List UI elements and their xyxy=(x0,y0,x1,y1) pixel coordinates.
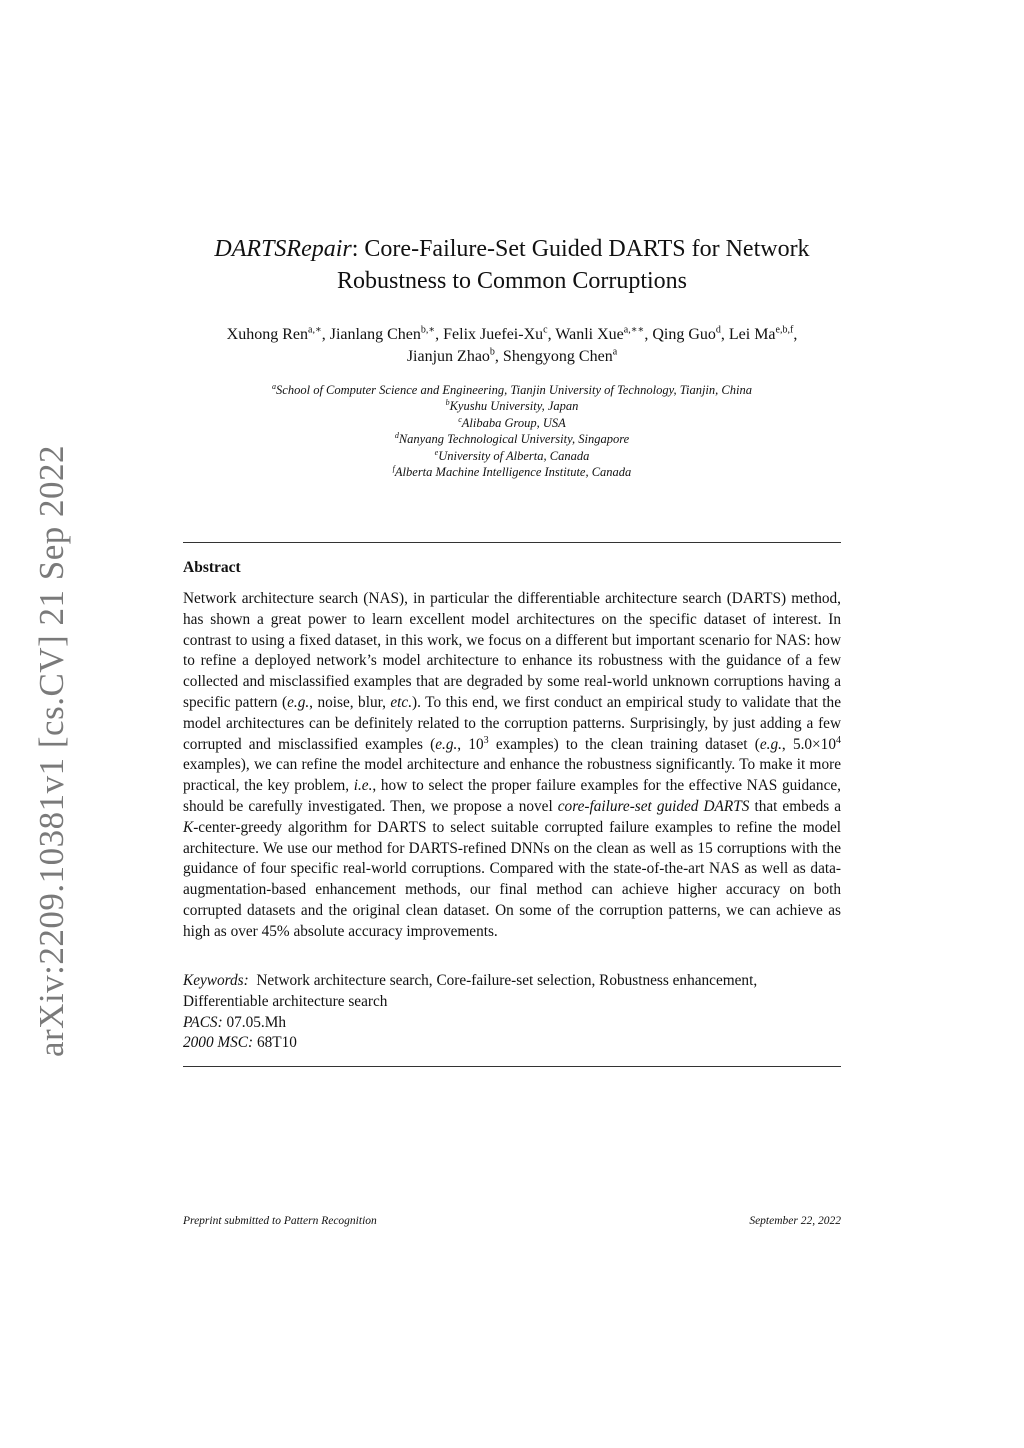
abstract-text: examples), we can refine the model architecture and enhance the robustness significantly. To make it more practical, the key problem, xyxy=(183,756,841,795)
footer-date: September 22, 2022 xyxy=(749,1215,841,1227)
affiliation-mark: c xyxy=(458,414,462,424)
affiliation-mark: b xyxy=(445,398,450,408)
title-line-2: Robustness to Common Corruptions xyxy=(336,268,688,294)
abstract-text: -center-greedy algorithm for DARTS to select suitable corrupted failure examples to refine the model architecture. We use our method for DARTS-refined DNNs on the clean as well as 15 corruptions with the guidance of four specific real-world corruptions. Compared with the state-of-the-art NAS as well as data-augmentation-based enhancement methods, our final method can achieve higher accuracy on both corrupted datasets and the original clean dataset. On some of the corruption patterns, we can achieve as high as over 45% absolute accuracy improvements. xyxy=(183,818,841,940)
author: Lei Ma xyxy=(728,326,776,343)
author: Wanli Xue xyxy=(555,326,624,343)
keywords-label: Keywords: xyxy=(183,972,249,989)
abstract-exponent: 4 xyxy=(835,734,841,746)
author: Felix Juefei-Xu xyxy=(443,326,544,343)
affiliation xyxy=(150,415,874,431)
author-list xyxy=(150,324,874,368)
affiliation xyxy=(150,382,874,398)
abstract-emphasis: i.e. xyxy=(353,777,373,795)
title-line-1 xyxy=(130,233,894,265)
affiliation xyxy=(150,398,874,414)
msc-value: 68T10 xyxy=(256,1034,297,1052)
page-footer xyxy=(183,1215,841,1227)
author-affil-mark: d xyxy=(715,324,721,336)
affiliation-text: Nanyang Technological University, Singapore xyxy=(398,432,630,447)
msc-line xyxy=(183,1033,841,1054)
abstract-bottom-rule xyxy=(183,1066,841,1067)
affiliation-list xyxy=(150,382,874,480)
affiliation xyxy=(150,431,874,447)
abstract-text: , noise, blur, xyxy=(309,693,391,711)
author-affil-mark: a,∗∗ xyxy=(623,324,645,336)
paper-title xyxy=(130,233,894,297)
affiliation-text: University of Alberta, Canada xyxy=(438,448,590,463)
msc-label: 2000 MSC: xyxy=(183,1034,254,1052)
abstract-text: , how to select the proper failure examples for the effective NAS guidance, should be carefully investigated. Then, we propose a novel xyxy=(183,777,841,815)
abstract-body xyxy=(183,589,841,943)
affiliation-mark: a xyxy=(272,381,277,391)
abstract-emphasis: etc. xyxy=(390,693,413,711)
abstract-emphasis: e.g. xyxy=(287,693,310,711)
abstract-text: examples) to the clean training dataset ( xyxy=(488,735,760,753)
arxiv-identifier-stamp: arXiv:2209.10381v1 [cs.CV] 21 Sep 2022 xyxy=(32,444,71,1058)
author: Jianjun Zhao xyxy=(406,348,490,365)
abstract-text: , 5.0×10 xyxy=(781,735,836,753)
author: Jianlang Chen xyxy=(329,326,421,343)
author: Xuhong Ren xyxy=(226,326,308,343)
author: Qing Guo xyxy=(652,326,716,343)
affiliation-text: Alibaba Group, USA xyxy=(461,415,566,430)
author-affil-mark: e,b,f xyxy=(775,324,794,336)
abstract-exponent: 3 xyxy=(483,734,489,746)
author-affil-mark: b,∗ xyxy=(420,324,436,336)
abstract-heading: Abstract xyxy=(183,559,241,576)
author-line-1: Xuhong Ren$^{a,∗}$, Jianlang Chen$^{b,∗}$, Felix Juefei-Xu$^c$, Wanli Xue$^{a,∗∗}$, Qing Guo$^d$, Lei Ma$^{e,b,f}$, xyxy=(226,324,798,343)
pacs-value: 07.05.Mh xyxy=(226,1013,286,1031)
pacs-label: PACS: xyxy=(183,1013,223,1031)
math-variable: K xyxy=(183,818,194,836)
keywords-text: Network architecture search, Core-failure-set selection, Robustness enhancement, Differentiable architecture search xyxy=(183,972,758,1010)
affiliation-text: Kyushu University, Japan xyxy=(449,399,579,414)
author-affil-mark: a,∗ xyxy=(308,324,322,336)
abstract-text: ). To this end, we first conduct an empirical study to validate that the model architectures can be definitely related to the corruption patterns. Surprisingly, by just adding a few corrupted and misclassified examples ( xyxy=(183,693,841,753)
title-italic-part: DARTSRepair xyxy=(214,236,352,262)
affiliation-mark: d xyxy=(394,431,399,441)
abstract-top-rule xyxy=(183,542,841,543)
affiliation-mark: f xyxy=(392,463,395,473)
author: Shengyong Chen xyxy=(502,348,613,365)
abstract-emphasis: e.g. xyxy=(435,735,458,753)
footer-submission-note: Preprint submitted to Pattern Recognition xyxy=(183,1215,377,1227)
affiliation-text: Alberta Machine Intelligence Institute, Canada xyxy=(394,465,632,480)
abstract-text: , 10 xyxy=(457,735,484,753)
method-name: core-failure-set guided DARTS xyxy=(557,797,750,815)
affiliation xyxy=(150,464,874,480)
pacs-line xyxy=(183,1013,841,1034)
author-line-2: Jianjun Zhao$^b$, Shengyong Chen$^a$ xyxy=(406,346,618,365)
abstract-text: Network architecture search (NAS), in particular the differentiable architecture search (DARTS) method, has shown a great power to learn excellent model architectures on the specific dataset of interest. In contrast to using a fixed dataset, in this work, we focus on a different but important scenario for NAS: how to refine a deployed network’s model architecture to enhance its robustness with the guidance of a few collected and misclassified examples that are degraded by some real-world unknown corruptions having a specific pattern ( xyxy=(183,590,841,711)
author-affil-mark: c xyxy=(543,324,548,336)
abstract-text: that embeds a xyxy=(749,797,841,815)
keywords-line xyxy=(183,971,841,1013)
author-affil-mark: b xyxy=(489,346,495,358)
affiliation-text: School of Computer Science and Engineering, Tianjin University of Technology, Tianjin, China xyxy=(276,383,752,397)
affiliation-mark: e xyxy=(434,447,439,457)
author-affil-mark: a xyxy=(612,346,618,358)
keywords-block xyxy=(183,971,841,1054)
affiliation xyxy=(150,448,874,464)
title-rest: : Core-Failure-Set Guided DARTS for Network xyxy=(351,236,810,262)
abstract-emphasis: e.g. xyxy=(759,735,782,753)
